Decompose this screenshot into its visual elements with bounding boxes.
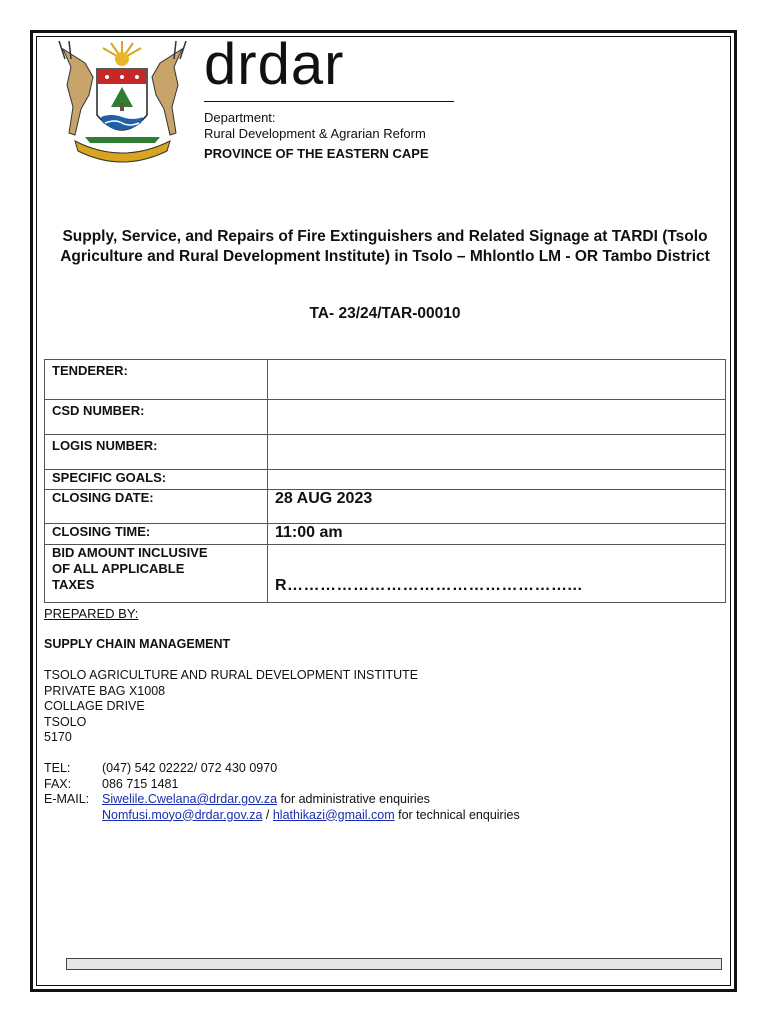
table-row [45,435,726,470]
email-line [44,792,520,808]
brand-wordmark: drdar [204,32,345,97]
table-row [45,490,726,524]
csd-number-value[interactable] [268,400,726,435]
email-label: E-MAIL: [44,792,90,806]
closing-time-value: 11:00 am [268,524,726,545]
address-line: TSOLO AGRICULTURE AND RURAL DEVELOPMENT INSTITUTE [44,668,419,682]
bid-amount-value[interactable]: R……………………………………………... [268,545,726,603]
tech-email-link-1[interactable]: Nomfusi.moyo@drdar.gov.za [102,807,263,822]
footer-bar [66,958,722,970]
tenderer-label: TENDERER: [45,360,268,400]
bid-amount-label-line3: TAXES [52,577,95,592]
bid-amount-label-line1: BID AMOUNT INCLUSIVE [52,545,208,560]
logis-number-label: LOGIS NUMBER: [45,435,268,470]
tender-info-table [44,359,726,603]
specific-goals-label: SPECIFIC GOALS: [45,470,268,490]
telephone-label: TEL: [44,761,71,775]
telephone-value: (047) 542 02222/ 072 430 0970 [102,761,278,775]
csd-number-label: CSD NUMBER: [45,400,268,435]
address-line: TSOLO [44,714,87,729]
fax-value: 086 715 1481 [102,776,179,791]
closing-date-label: CLOSING DATE: [45,490,268,524]
table-row [45,545,726,603]
tender-reference: TA- 23/24/TAR-00010 [309,305,461,322]
brand-divider [204,101,454,102]
document-title: Supply, Service, and Repairs of Fire Extinguishers and Related Signage at TARDI (Tsolo Agriculture and Rural Development Institute) in Tsolo – Mhlontlo LM - OR Tambo District [60,228,710,265]
department-name: Rural Development & Agrarian Reform [204,126,426,141]
contact-block [44,761,520,823]
closing-time-label: CLOSING TIME: [45,524,268,545]
closing-date-value: 28 AUG 2023 [268,490,726,524]
table-row [45,470,726,490]
logis-number-value[interactable] [268,435,726,470]
admin-email-link[interactable]: Siwelile.Cwelana@drdar.gov.za [102,792,278,806]
table-row [45,524,726,545]
specific-goals-value[interactable] [268,470,726,490]
coat-of-arms-logo [45,37,200,167]
bid-amount-label-line2: OF ALL APPLICABLE [52,561,185,576]
prepared-by-unit: SUPPLY CHAIN MANAGEMENT [44,637,231,651]
email-separator: / [262,807,273,822]
table-row [45,400,726,435]
address-line: 5170 [44,730,72,744]
tech-email-line [44,808,520,824]
fax-line [44,777,520,793]
bid-amount-label [45,545,268,603]
province-name: PROVINCE OF THE EASTERN CAPE [204,146,429,161]
admin-email-note: for administrative enquiries [277,792,430,806]
address-block [44,668,418,746]
tech-email-note: for technical enquiries [394,807,520,822]
telephone-line [44,761,520,777]
prepared-by-heading: PREPARED BY: [44,606,139,621]
address-line: COLLAGE DRIVE [44,699,145,713]
address-line: PRIVATE BAG X1008 [44,683,166,698]
fax-label: FAX: [44,776,72,791]
table-row [45,360,726,400]
tenderer-value[interactable] [268,360,726,400]
tech-email-link-2[interactable]: hlathikazi@gmail.com [272,807,395,822]
department-label: Department: [204,110,276,125]
